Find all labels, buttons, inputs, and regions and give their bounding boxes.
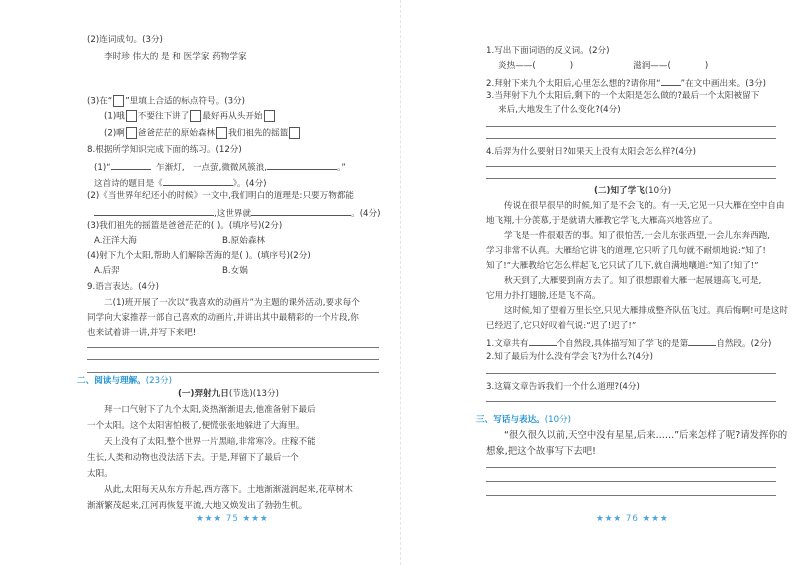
- q8-poem-line: (1)“ 乍渐灯, 一点萤,微微风簇浪, 。”: [94, 160, 346, 175]
- q3-heading: (3)在“ ”里填上合适的标点符号。(3分): [87, 96, 245, 107]
- q9-heading: 9.语言表达。(4分): [87, 282, 159, 292]
- passage2-text: 它用力扑打翅膀,还是飞不高。: [486, 291, 601, 301]
- blank[interactable]: [94, 206, 214, 216]
- r1-heading: 1.写出下面词语的反义词。(2分): [486, 46, 610, 56]
- punct-box-sample: [113, 95, 124, 107]
- r3-question: 来后,大地发生了什么变化?(4分): [498, 105, 621, 115]
- passage1-text: 生长,人类和动物也没法活下去。于是,拜留下了最后一个: [87, 453, 299, 463]
- q8-line4: ,这世界就 。(4分): [94, 206, 380, 221]
- page-divider: [400, 0, 401, 565]
- answer-line[interactable]: [87, 347, 379, 348]
- answer-line[interactable]: [486, 138, 776, 139]
- passage2-text: 学习非常不认真。大雁给它讲飞的道理,它只听了几句就不耐烦地说:“知了!: [486, 246, 766, 256]
- blank[interactable]: [267, 160, 337, 170]
- passage2-text: 已经迟了,它只好叹着气说:“迟了!迟了!”: [486, 321, 637, 331]
- q8-option-b: B.原始森林: [222, 236, 266, 246]
- q9-text: 也来试着讲一讲,并写下来吧!: [87, 328, 197, 338]
- r7-question: 3.这篇文章告诉我们一个什么道理?(4分): [486, 382, 640, 392]
- passage2-text: 学飞是一件很艰苦的事。知了很怕苦,一会儿东张西望,一会儿东奔西跑,: [504, 231, 771, 241]
- passage1-text: 一个太阳。这个太阳害怕极了,便慌张张地躲进了大海里。: [87, 421, 305, 431]
- answer-line[interactable]: [486, 373, 776, 374]
- passage2-title: (二)知了学飞(10分): [594, 186, 672, 196]
- answer-line[interactable]: [486, 495, 776, 496]
- answer-line[interactable]: [486, 126, 776, 127]
- punct-box[interactable]: [126, 127, 137, 139]
- blank[interactable]: [163, 176, 233, 186]
- q8-line5: (3)我们祖先的摇篮是爸爸茫茫的( )。(填序号)(2分): [87, 221, 283, 231]
- answer-line[interactable]: [87, 359, 379, 360]
- punct-box[interactable]: [289, 127, 300, 139]
- q2-heading: (2)连词成句。(3分): [87, 35, 163, 45]
- q3-line1: (1)哦 不要往下讲了 最好再从头开始: [104, 110, 276, 123]
- r1-antonyms: 炎热——( ) 滋润——( ): [498, 61, 709, 71]
- r2-question: 2.拜射下来九个太阳后,心里怎么想的?请你用“ ”在文中画出来。(3分): [486, 76, 766, 91]
- q8-title-line: 这首诗的题目是《 》。(4分): [94, 176, 266, 191]
- blank[interactable]: [529, 336, 557, 346]
- passage2-text: 知了!”大雁教给它怎么样起飞,它只试了几下,就自满地嚷道:“知了!知了!”: [486, 261, 759, 271]
- passage2-text: 传说在很早很早的时候,知了是不会飞的。有一天,它见一只大雁在空中自由: [504, 201, 785, 211]
- r5-question: 1.文章共有 个自然段,具体描写知了学飞的是第 自然段。(2分): [486, 336, 771, 351]
- page-number-left: ★★★ 75 ★★★: [196, 514, 269, 524]
- section2-title: 二、阅读与理解。(23分): [77, 376, 173, 386]
- passage2-text: 这时候,知了望着万里长空,只见大雁排成整齐队伍飞过。真后悔啊!可是这时: [504, 306, 788, 316]
- passage1-text: 渐渐繁茂起来,江河再恢复平流,大地又焕发出了勃勃生机。: [87, 501, 308, 511]
- punct-box[interactable]: [190, 110, 201, 122]
- passage2-text: 秋天到了,大雁要到南方去了。知了很想跟着大雁一起展翅高飞,可是,: [504, 276, 762, 286]
- passage1-text: 从此,太阳每天从东方升起,西方落下。土地渐渐滋润起来,花草树木: [104, 485, 353, 495]
- q2-words: 李时珍 伟大的 是 和 医学家 药物学家: [104, 52, 247, 62]
- r6-question: 2.知了最后为什么没有学会飞?为什么?(4分): [486, 352, 653, 362]
- answer-line[interactable]: [486, 178, 776, 179]
- q8-option-a: A.汪洋大海: [94, 236, 137, 246]
- q3-line2: (2)啊 爸爸茫茫的原始森林 我们祖先的摇篮: [104, 127, 301, 140]
- q9-text: 二(1)班开展了一次以“我喜欢的动画片”为主题的课外活动,要求每个: [104, 298, 360, 308]
- answer-line[interactable]: [486, 401, 776, 402]
- punct-box[interactable]: [264, 110, 275, 122]
- punct-box[interactable]: [126, 110, 137, 122]
- q8-heading: 8.根据所学知识完成下面的练习。(12分): [87, 145, 242, 155]
- answer-line[interactable]: [486, 467, 776, 468]
- page-number-right: ★★★ 76 ★★★: [596, 514, 669, 524]
- q9-text: 同学向大家推荐一部自己喜欢的动画片,并讲出其中最精彩的一个片段,你: [87, 313, 359, 323]
- punct-box[interactable]: [216, 127, 227, 139]
- section3-prompt: 想象,把这个故事写下去吧!: [486, 446, 596, 457]
- section3-prompt: “很久很久以前,天空中没有星星,后来……”后来怎样了呢?请发挥你的: [504, 430, 788, 441]
- passage1-text: 拜一口气射下了九个太阳,炎热渐渐退去,他准备射下最后: [104, 405, 316, 415]
- q8-option-b2: B.女娲: [222, 266, 248, 276]
- blank[interactable]: [251, 206, 351, 216]
- section3-title: 三、写话与表达。(10分): [476, 415, 572, 425]
- passage1-title: (一)羿射九日(节选)(13分): [178, 389, 279, 399]
- answer-line[interactable]: [486, 481, 776, 482]
- passage1-text: 太阳。: [87, 469, 113, 479]
- blank[interactable]: [111, 160, 151, 170]
- passage2-text: 地飞翔,十分羡慕,于是就请大雁教它学飞,大雁高兴地答应了。: [486, 216, 718, 226]
- passage1-text: 天上没有了太阳,整个世界一片黑暗,非常寒冷。庄稼不能: [104, 437, 316, 447]
- r3-question: 3.当拜射下九个太阳后,剩下的一个太阳是怎么做的?最后一个太阳被留下: [486, 91, 760, 101]
- answer-line[interactable]: [87, 372, 379, 373]
- q8-option-a2: A.后羿: [94, 266, 120, 276]
- q8-line7: (4)射下九个太阳,帮助人们解除苦海的是( )。(填序号)(2分): [87, 251, 311, 261]
- answer-line[interactable]: [486, 166, 776, 167]
- blank[interactable]: [688, 336, 716, 346]
- underline-mark: [661, 76, 681, 86]
- r4-question: 4.后羿为什么要射日?如果天上没有太阳会怎么样?(4分): [486, 147, 696, 157]
- q8-line3: (2)《当世界年纪还小的时候》一文中,我们明白的道理是:只要万物都能: [87, 191, 355, 201]
